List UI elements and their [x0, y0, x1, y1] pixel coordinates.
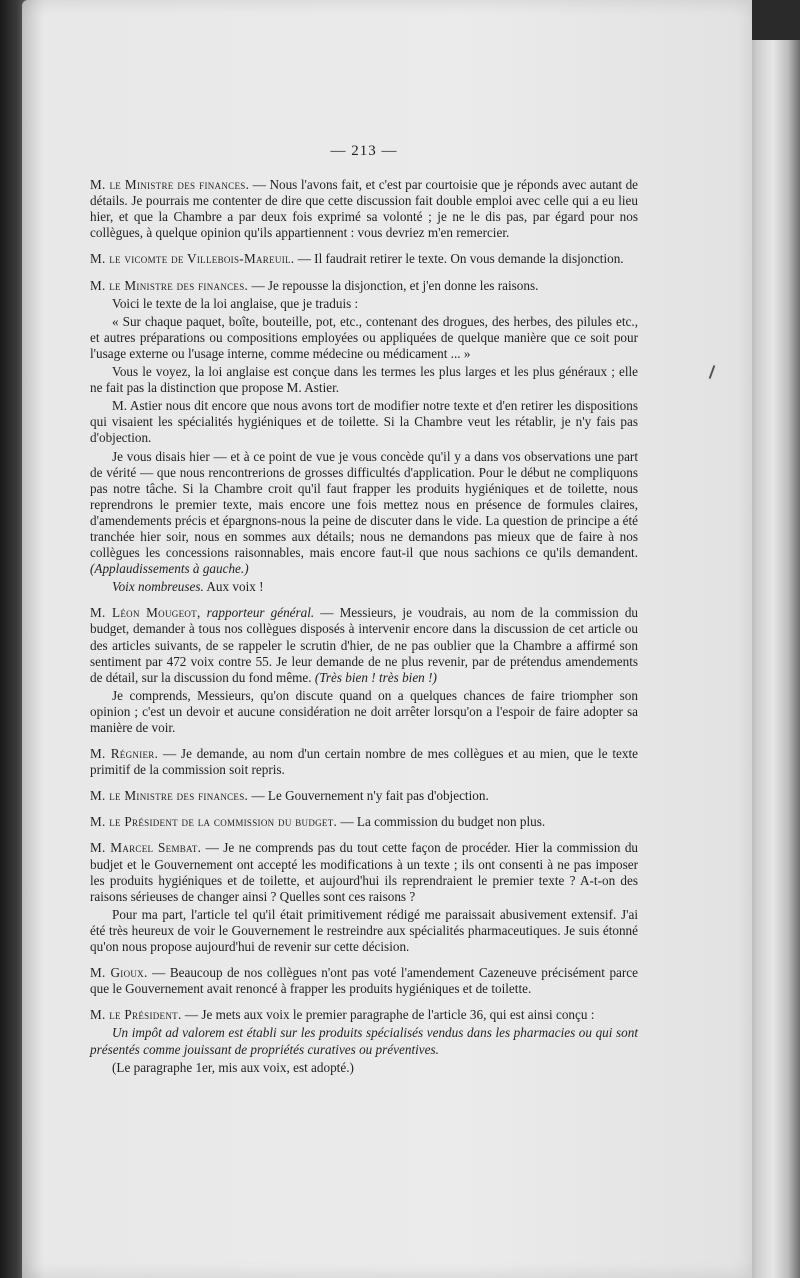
paragraph-2: [90, 251, 638, 267]
speaker: M. Marcel Sembat.: [90, 840, 202, 856]
paragraph-16: Pour ma part, l'article tel qu'il était primitivement rédigé me paraissait abusivement extensif. J'ai été très heureux de voir le Gouvernement le restreindre aux spécialités pharmaceutiques. Je suis étonné qu'on nous propose aujourd'hui de revenir sur cette décision.: [90, 906, 638, 955]
paragraph-14: [90, 814, 638, 830]
speech: — Il faudrait retirer le texte. On vous demande la disjonction.: [297, 251, 624, 267]
reaction: Voix nombreuses.: [112, 579, 204, 595]
paragraph-7: M. Astier nous dit encore que nous avons tort de modifier notre texte et d'en retirer les dispositions qui visaient les spécialités hygiéniques et de toilette. Si la Chambre veut les rétablir, je n'y fais pas d'objection.: [90, 398, 638, 446]
page-text: [90, 143, 638, 1086]
speech: — Le Gouvernement n'y fait pas d'objection.: [251, 788, 489, 804]
speech: — Nous l'avons fait, et c'est par courtoisie que je réponds avec autant de détails. Je pourrais me contenter de dire que cette discussion fait double emploi avec celle qui a eu lieu hier, et que la Chambre a par deux fois exprimé sa volonté ; je ne le dis pas, par égard pour nos collègues, à quelque opinion qu'ils appartiennent : vous devriez m'en remercier.: [90, 177, 639, 241]
paragraph-5: « Sur chaque paquet, boîte, bouteille, pot, etc., contenant des drogues, des herbes, des pilules etc., et autres préparations ou compositions employées ou appliquées de quelque manière que ce soit pour l'usage externe ou l'usage interne, comme médecine ou médicament ... »: [90, 313, 638, 361]
paragraph-17: [90, 965, 638, 997]
speech: — Je mets aux voix le premier paragraphe de l'article 36, qui est ainsi conçu :: [184, 1007, 595, 1023]
speaker-role: rapporteur général.: [206, 605, 315, 621]
reaction: (Très bien ! très bien !): [314, 669, 437, 685]
speaker: M. le Président de la commission du budget.: [90, 814, 338, 830]
speaker: M. le vicomte de Villebois-Mareuil.: [90, 251, 295, 267]
paragraph-20: (Le paragraphe 1er, mis aux voix, est adopté.): [112, 1059, 354, 1075]
paragraph-15: [90, 840, 638, 904]
page-number: — 213 —: [330, 143, 398, 159]
speech: Je vous disais hier — et à ce point de vue je vous concède qu'il y a dans vos observations une part de vérité — que nous rencontrerions de grosses difficultés d'application. Pour le début ne compliquons pas notre tâche. Si la Chambre croit qu'il faut frapper les produits hygiéniques et de toilette, nous reprendrons le premier texte, mais encore une fois mettez nous en présence de formules claires, d'amendements précis et épargnons-nous la peine de discuter dans le vide. La question de principe a été tranchée hier soir, nous en sommes aux détails; nous ne demandons pas mieux que de faire à nos collègues les concessions raisonnables, mais encore faut-il que nous sachions ce qu'ils demandent.: [90, 448, 638, 561]
paragraph-18: [90, 1007, 638, 1023]
speech: — Je ne comprends pas du tout cette façon de procéder. Hier la commission du budjet et le Gouvernement ont accepté les modifications à un texte ; ils ont consenti à ne pas imposer les produits hygiéniques et de toilette, et aujourd'hui ils reprendraient le premier texte ? A-t-on des raisons sérieuses de changer ainsi ? Quelles sont ces raisons ?: [90, 840, 639, 904]
paragraph-9: [90, 579, 638, 595]
paragraph-3: [90, 278, 638, 294]
speech: — Messieurs, je voudrais, au nom de la commission du budget, demander à tous nos collègues disposés à intervenir encore dans la discussion de cet article ou des articles suivants, de se rappeler le scrutin d'hier, de ne pas oublier que la Chambre a affirmé son sentiment par 472 voix contre 55. Je leur demande de ne plus revenir, par de prétendus amendements de détail, sur la discussion du fond même.: [90, 605, 639, 685]
paragraph-12: [90, 746, 638, 778]
speech: — Beaucoup de nos collègues n'ont pas voté l'amendement Cazeneuve précisément parce que le Gouvernement avait renoncé à frapper les produits hygiéniques et de toilette.: [90, 965, 639, 997]
reaction: (Applaudissements à gauche.): [90, 561, 249, 577]
paragraph-10: [90, 605, 638, 685]
speaker: M. le Président.: [90, 1007, 182, 1023]
speaker: M. le Ministre des finances.: [90, 788, 249, 804]
speech: Aux voix !: [206, 579, 264, 595]
speaker: M. le Ministre des finances.: [90, 177, 250, 193]
paragraph-8: [90, 449, 638, 578]
paragraph-13: [90, 788, 638, 804]
speaker: M. le Ministre des finances.: [90, 277, 249, 293]
paragraph-6: Vous le voyez, la loi anglaise est conçue dans les termes les plus larges et les plus généraux ; elle ne fait pas la distinction que propose M. Astier.: [90, 364, 638, 396]
paragraph-1: [90, 177, 638, 241]
article-quote: Un impôt ad valorem est établi sur les produits spécialisés vendus dans les pharmacies ou qui sont présentés comme jouissant de propriétés curatives ou préventives.: [90, 1025, 638, 1057]
speaker: M. Régnier.: [90, 746, 159, 762]
speech: — La commission du budget non plus.: [340, 814, 546, 830]
paragraph-11: Je comprends, Messieurs, qu'on discute quand on a quelques chances de faire triompher son opinion ; c'est un devoir et aucune considération ne doit arrêter lorsqu'on a l'espoir de faire adopter sa manière de voir.: [90, 687, 638, 735]
speech: — Je demande, au nom d'un certain nombre de mes collègues et au mien, que le texte primitif de la commission soit repris.: [90, 746, 638, 778]
paragraph-4: Voici le texte de la loi anglaise, que je traduis :: [112, 295, 359, 311]
margin-mark: [709, 365, 716, 379]
speech: — Je repousse la disjonction, et j'en donne les raisons.: [251, 277, 539, 293]
speaker: M. Gioux.: [90, 965, 148, 981]
speaker: M. Léon Mougeot,: [90, 605, 201, 621]
